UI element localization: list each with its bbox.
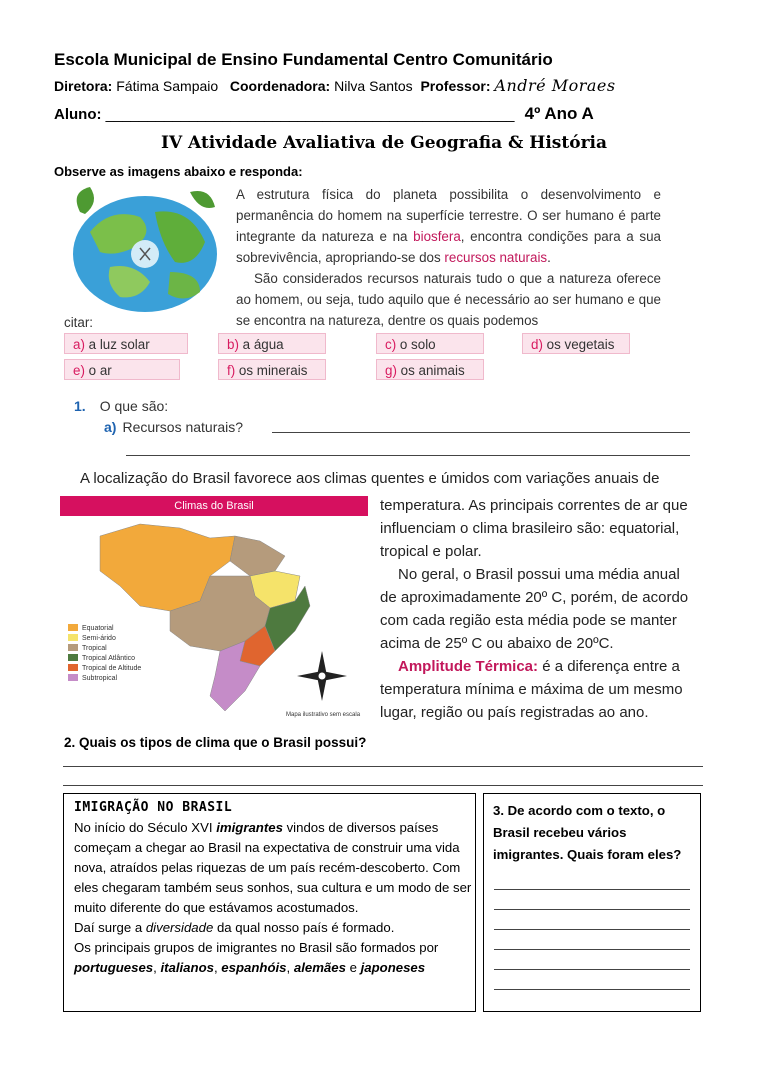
answer-line[interactable] bbox=[494, 969, 690, 970]
legend-label: Tropical de Altitude bbox=[82, 665, 142, 672]
answer-line[interactable] bbox=[494, 889, 690, 890]
amplitude-text: é a diferença entre a temperatura mínima e máxima de um mesmo lugar, região ou país registradas ao ano. bbox=[380, 658, 683, 721]
coordinator-label: Coordenadora: bbox=[229, 78, 331, 94]
student-line bbox=[54, 104, 594, 124]
legend-swatch bbox=[68, 664, 78, 671]
brazil-climate-map bbox=[60, 516, 368, 720]
immigration-text: No início do Século XVI imigrantes vindos de diversos países começam a chegar ao Brasil na expectativa de construir uma vida nova, atraídos pelas riquezas de um país recém-descoberto. Com eles chegaram também seus sonhos, sua cultura e um modo de ser muito diferente do que estávamos acostumados. Daí surge a diversidade da qual nosso país é formado. Os principais grupos de imigrantes no Brasil são formados por portugueses, italianos, espanhóis, alemães e japoneses bbox=[74, 820, 472, 975]
term-imigrantes: imigrantes bbox=[216, 820, 283, 835]
term-recursos-naturais: recursos naturais bbox=[444, 250, 548, 265]
teacher-name: André Moraes bbox=[494, 76, 616, 95]
legend-label: Tropical Atlântico bbox=[82, 655, 136, 662]
answer-line[interactable] bbox=[494, 989, 690, 990]
resource-chip: f) os minerais bbox=[218, 359, 326, 380]
student-name-blank[interactable]: _________________________________________________ bbox=[105, 106, 515, 123]
map-note: Mapa ilustrativo sem escala bbox=[286, 712, 361, 718]
school-name: Escola Municipal de Ensino Fundamental Centro Comunitário bbox=[54, 50, 553, 69]
term-biosfera: biosfera bbox=[413, 229, 461, 244]
coordinator-name: Nilva Santos bbox=[334, 78, 413, 94]
climate-paragraph-2: No geral, o Brasil possui uma média anual de aproximadamente 20º C, porém, de acordo com cada região esta média pode se manter acima de 25º C ou abaixo de 20ºC. bbox=[380, 566, 689, 652]
resources-intro bbox=[236, 184, 661, 331]
director-label: Diretora: bbox=[54, 78, 113, 94]
answer-line[interactable] bbox=[494, 909, 690, 910]
answer-line[interactable] bbox=[63, 785, 703, 786]
resource-chip: b) a água bbox=[218, 333, 326, 354]
climate-text bbox=[380, 494, 692, 724]
resource-chip: a) a luz solar bbox=[64, 333, 188, 354]
immigration-title: IMIGRAÇÃO NO BRASIL bbox=[74, 800, 233, 815]
answer-line[interactable] bbox=[494, 929, 690, 930]
resources-text-2: , encontra condições para a sua sobrevivência, apropriando-se dos bbox=[236, 229, 661, 265]
resource-chip: e) o ar bbox=[64, 359, 180, 380]
answer-line[interactable] bbox=[272, 432, 690, 433]
teacher-label: Professor: bbox=[420, 78, 491, 94]
instruction: Observe as imagens abaixo e responda: bbox=[54, 164, 303, 179]
answer-line[interactable] bbox=[63, 766, 703, 767]
climate-paragraph-3 bbox=[380, 655, 692, 724]
climate-paragraph-1: temperatura. As principais correntes de ar que influenciam o clima brasileiro são: equatorial, tropical e polar. bbox=[380, 497, 688, 560]
question-1: 1. O que são: bbox=[74, 398, 169, 414]
legend-label: Subtropical bbox=[82, 675, 118, 682]
legend-swatch bbox=[68, 634, 78, 641]
legend-label: Tropical bbox=[82, 645, 107, 652]
question-3: 3. De acordo com o texto, o Brasil recebeu vários imigrantes. Quais foram eles? bbox=[493, 803, 682, 862]
legend-swatch bbox=[68, 674, 78, 681]
resources-paragraph-2: São considerados recursos naturais tudo o que a natureza oferece ao homem, ou seja, tudo aquilo que é necessário ao ser humano e que se encontra na natureza, dentre os quais podemos bbox=[236, 271, 661, 328]
resources-text-3: . bbox=[547, 250, 551, 265]
amplitude-label: Amplitude Térmica: bbox=[398, 658, 539, 675]
resource-chip: d) os vegetais bbox=[522, 333, 630, 354]
map-title: Climas do Brasil bbox=[60, 496, 368, 516]
legend-label: Semi-árido bbox=[82, 635, 116, 642]
question-1a: a) Recursos naturais? bbox=[104, 419, 244, 435]
grade: 4º Ano A bbox=[524, 104, 594, 123]
student-label: Aluno: bbox=[54, 106, 102, 123]
resources-text-1: A estrutura física do planeta possibilita o desenvolvimento e permanência do homem na superfície terrestre. O ser humano é parte integrante da natureza e na bbox=[236, 187, 661, 244]
legend-swatch bbox=[68, 654, 78, 661]
term-diversidade: diversidade bbox=[145, 920, 214, 935]
director-name: Fátima Sampaio bbox=[116, 78, 219, 94]
citar-label: citar: bbox=[64, 315, 94, 330]
resource-chip: g) os animais bbox=[376, 359, 484, 380]
globe-illustration bbox=[60, 172, 230, 320]
question-2: 2. Quais os tipos de clima que o Brasil possui? bbox=[64, 735, 367, 750]
resource-chip: c) o solo bbox=[376, 333, 484, 354]
legend-swatch bbox=[68, 624, 78, 631]
answer-line[interactable] bbox=[126, 455, 690, 456]
climate-intro: A localização do Brasil favorece aos climas quentes e úmidos com variações anuais de bbox=[80, 470, 660, 487]
legend-swatch bbox=[68, 644, 78, 651]
activity-title: IV Atividade Avaliativa de Geografia & História bbox=[161, 133, 607, 153]
answer-line[interactable] bbox=[494, 949, 690, 950]
staff-line bbox=[54, 76, 616, 95]
legend-label: Equatorial bbox=[82, 625, 114, 632]
